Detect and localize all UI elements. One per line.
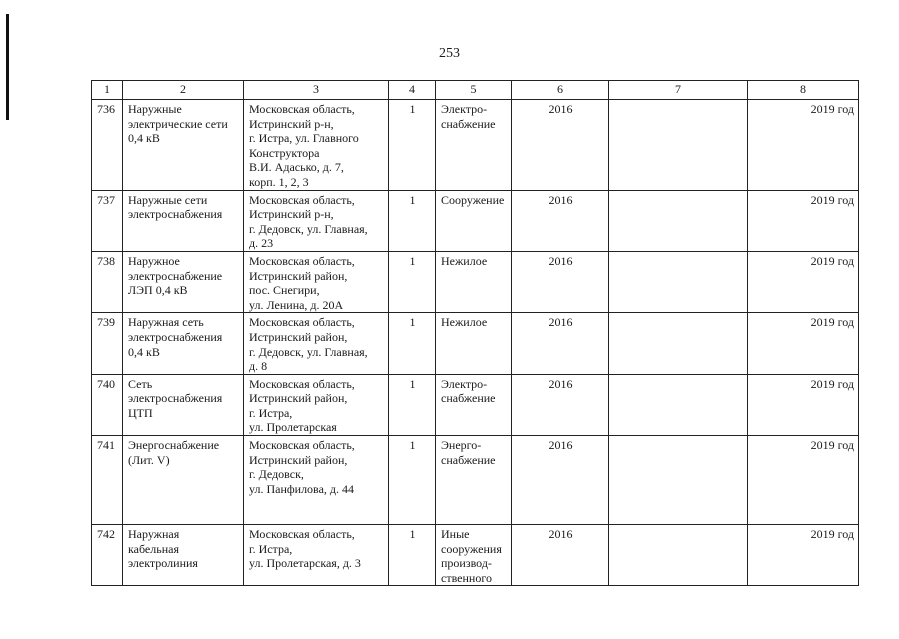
table-row: [92, 190, 859, 251]
page-number: 253: [439, 46, 460, 61]
cell-line: г. Дедовск, ул. Главная,: [249, 221, 368, 236]
table-body: [92, 100, 859, 586]
cell-line: д. 23: [249, 236, 274, 251]
cell-address: [244, 100, 389, 191]
cell-line: Электро-: [441, 102, 488, 116]
cell-purpose: [436, 436, 512, 525]
cell-line: Конструктора: [249, 145, 320, 160]
cell-line: Наружная: [128, 527, 180, 542]
cell-address: [244, 313, 389, 374]
cell-line: Московская область,: [249, 527, 355, 542]
property-register-table: [91, 80, 859, 586]
cell-line: электролиния: [128, 556, 198, 571]
cell-line: г. Дедовск, ул. Главная,: [249, 344, 368, 359]
cell-line: д. 8: [249, 359, 268, 374]
cell-purpose: [436, 525, 512, 586]
cell-line: Истринский р-н,: [249, 207, 334, 222]
cell-number: 740: [92, 374, 123, 435]
cell-line: 0,4 кВ: [128, 131, 160, 146]
column-header: 8: [748, 81, 859, 100]
cell-line: (Лит. V): [128, 452, 170, 467]
cell-line: ул. Пролетарская, д. 3: [249, 556, 361, 571]
cell-line: Наружные: [128, 102, 182, 116]
cell-purpose: [436, 100, 512, 191]
cell-empty: [609, 374, 748, 435]
cell-quantity: 1: [389, 525, 436, 586]
cell-year: 2016: [512, 251, 609, 312]
cell-line: Энергоснабжение: [128, 438, 220, 453]
cell-line: снабжение: [441, 452, 496, 467]
cell-line: Наружное: [128, 253, 180, 268]
cell-line: снабжение: [441, 116, 496, 131]
cell-year: 2016: [512, 436, 609, 525]
cell-number: 742: [92, 525, 123, 586]
cell-line: Сеть: [128, 376, 153, 391]
cell-year: 2016: [512, 525, 609, 586]
cell-line: Сооружение: [441, 192, 505, 207]
cell-line: Наружная сеть: [128, 315, 204, 330]
cell-line: Московская область,: [249, 376, 355, 391]
cell-term: 2019 год: [748, 251, 859, 312]
cell-line: электроснабжения: [128, 207, 223, 222]
cell-year: 2016: [512, 100, 609, 191]
scan-margin-mark: [6, 14, 9, 120]
cell-line: В.И. Адасько, д. 7,: [249, 160, 344, 175]
cell-term: 2019 год: [748, 190, 859, 251]
cell-quantity: 1: [389, 100, 436, 191]
cell-object-name: [123, 313, 244, 374]
cell-line: ул. Панфилова, д. 44: [249, 481, 354, 496]
cell-empty: [609, 100, 748, 191]
table-row: [92, 374, 859, 435]
cell-line: электрические сети: [128, 116, 228, 131]
cell-line: г. Истра,: [249, 541, 293, 556]
column-header: 1: [92, 81, 123, 100]
cell-address: [244, 251, 389, 312]
cell-object-name: [123, 436, 244, 525]
cell-term: 2019 год: [748, 374, 859, 435]
cell-line: электроснабжения: [128, 329, 223, 344]
cell-line: производ-: [441, 556, 492, 571]
cell-empty: [609, 313, 748, 374]
cell-quantity: 1: [389, 251, 436, 312]
cell-line: электроснабжение: [128, 268, 223, 283]
cell-term: 2019 год: [748, 525, 859, 586]
cell-quantity: 1: [389, 313, 436, 374]
cell-object-name: [123, 251, 244, 312]
cell-object-name: [123, 525, 244, 586]
cell-line: Истринский район,: [249, 268, 348, 283]
cell-line: ЛЭП 0,4 кВ: [128, 283, 188, 298]
cell-line: ул. Ленина, д. 20А: [249, 297, 344, 312]
cell-object-name: [123, 190, 244, 251]
cell-line: Нежилое: [441, 253, 488, 268]
table-row: [92, 525, 859, 586]
cell-quantity: 1: [389, 374, 436, 435]
cell-term: 2019 год: [748, 436, 859, 525]
cell-line: сооружения: [441, 541, 502, 556]
cell-line: корп. 1, 2, 3: [249, 174, 309, 189]
cell-line: Московская область,: [249, 192, 355, 207]
cell-line: 0,4 кВ: [128, 344, 160, 359]
cell-line: Истринский район,: [249, 452, 348, 467]
cell-line: ул. Пролетарская: [249, 420, 337, 435]
column-header: 4: [389, 81, 436, 100]
cell-empty: [609, 525, 748, 586]
column-header: 5: [436, 81, 512, 100]
cell-address: [244, 436, 389, 525]
cell-number: 741: [92, 436, 123, 525]
column-header: 3: [244, 81, 389, 100]
table-header-row: [92, 81, 859, 100]
cell-line: Энерго-: [441, 438, 482, 453]
cell-empty: [609, 251, 748, 312]
cell-line: г. Дедовск,: [249, 467, 304, 482]
cell-line: г. Истра,: [249, 405, 293, 420]
cell-purpose: [436, 251, 512, 312]
cell-address: [244, 190, 389, 251]
cell-purpose: [436, 374, 512, 435]
cell-number: 739: [92, 313, 123, 374]
cell-quantity: 1: [389, 190, 436, 251]
cell-object-name: [123, 374, 244, 435]
cell-line: ственного: [441, 570, 492, 585]
cell-line: Истринский район,: [249, 329, 348, 344]
cell-address: [244, 374, 389, 435]
cell-address: [244, 525, 389, 586]
column-header: 7: [609, 81, 748, 100]
cell-number: 738: [92, 251, 123, 312]
cell-line: Электро-: [441, 376, 488, 391]
cell-line: электроснабжения: [128, 391, 223, 406]
table-row: [92, 251, 859, 312]
cell-purpose: [436, 313, 512, 374]
cell-empty: [609, 190, 748, 251]
cell-line: кабельная: [128, 541, 179, 556]
cell-line: Истринский район,: [249, 391, 348, 406]
cell-term: 2019 год: [748, 313, 859, 374]
cell-year: 2016: [512, 374, 609, 435]
cell-empty: [609, 436, 748, 525]
cell-year: 2016: [512, 313, 609, 374]
cell-quantity: 1: [389, 436, 436, 525]
cell-line: Московская область,: [249, 253, 355, 268]
column-header: 2: [123, 81, 244, 100]
table-row: [92, 436, 859, 525]
cell-purpose: [436, 190, 512, 251]
cell-line: Московская область,: [249, 438, 355, 453]
table-row: [92, 100, 859, 191]
cell-term: 2019 год: [748, 100, 859, 191]
cell-line: Иные: [441, 527, 470, 542]
cell-number: 736: [92, 100, 123, 191]
cell-line: Московская область,: [249, 102, 355, 116]
cell-number: 737: [92, 190, 123, 251]
cell-line: Нежилое: [441, 315, 488, 330]
cell-object-name: [123, 100, 244, 191]
cell-line: пос. Снегири,: [249, 283, 320, 298]
cell-line: Московская область,: [249, 315, 355, 330]
cell-line: ЦТП: [128, 405, 153, 420]
cell-line: снабжение: [441, 391, 496, 406]
cell-line: Наружные сети: [128, 192, 208, 207]
cell-line: г. Истра, ул. Главного: [249, 131, 359, 146]
cell-year: 2016: [512, 190, 609, 251]
column-header: 6: [512, 81, 609, 100]
cell-line: Истринский р-н,: [249, 116, 334, 131]
table-row: [92, 313, 859, 374]
